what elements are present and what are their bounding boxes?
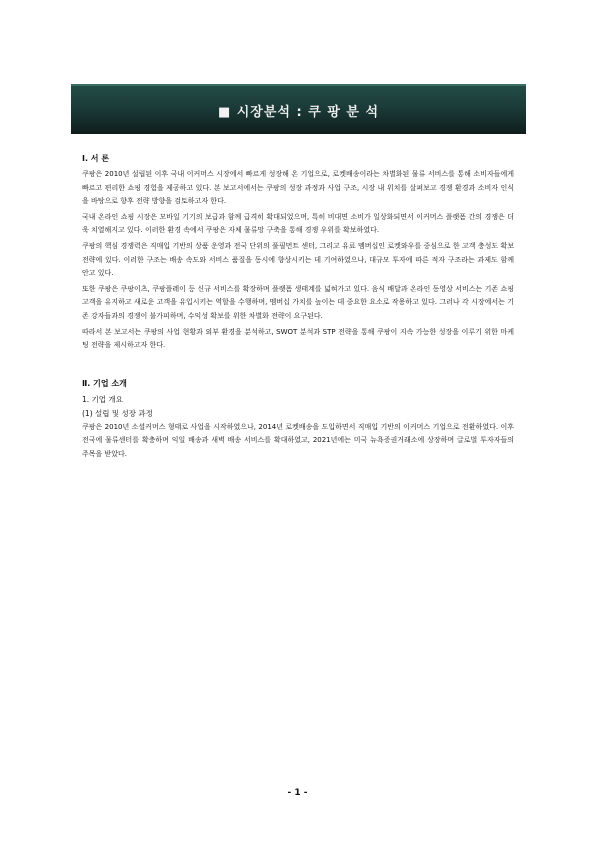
page-number: - 1 - [287, 788, 308, 798]
paragraph: 쿠팡의 핵심 경쟁력은 직매입 기반의 상품 운영과 전국 단위의 풀필먼트 센터, 그리고 유료 멤버십인 로켓와우를 중심으로 한 고객 충성도 확보 전략에 있다. 이러한 구조는 배송 속도와 서비스 품질을 동시에 향상시키는 데 기여하였으나, 대규모 투자에 따른 적자 구조라는 과제도 함께 안고 있다. [82, 241, 514, 278]
paragraph: 따라서 본 보고서는 쿠팡의 사업 현황과 외부 환경을 분석하고, SWOT 분석과 STP 전략을 통해 쿠팡이 지속 가능한 성장을 이루기 위한 마케팅 전략을 제시하고자 한다. [82, 327, 514, 350]
paragraph: 또한 쿠팡은 쿠팡이츠, 쿠팡플레이 등 신규 서비스를 확장하며 플랫폼 생태계를 넓혀가고 있다. 음식 배달과 온라인 동영상 서비스는 기존 쇼핑 고객을 유지하고 새로운 고객을 유입시키는 역할을 수행하며, 멤버십 가치를 높이는 데 중요한 요소로 작용하고 있다. 그러나 각 시장에서는 기존 강자들과의 경쟁이 불가피하며, 수익성 확보를 위한 차별화 전략이 요구된다. [82, 284, 514, 320]
section-heading-intro: Ⅰ. 서 론 [82, 154, 110, 163]
section-heading-company: Ⅱ. 기업 소개 [82, 378, 127, 388]
paragraph: 쿠팡은 2010년 소셜커머스 형태로 사업을 시작하였으나, 2014년 로켓배송을 도입하면서 직매입 기반의 이커머스 기업으로 전환하였다. 이후 전국에 물류센터를 확충하며 익일 배송과 새벽 배송 서비스를 확대하였고, 2021년에는 미국 뉴욕증권거래소에 상장하며 글로벌 투자자들의 주목을 받았다. [82, 422, 514, 458]
paragraph: 쿠팡은 2010년 설립된 이후 국내 이커머스 시장에서 빠르게 성장해 온 기업으로, 로켓배송이라는 차별화된 물류 서비스를 통해 소비자들에게 빠르고 편리한 쇼핑 경험을 제공하고 있다. 본 보고서에서는 쿠팡의 성장 과정과 사업 구조, 시장 내 위치를 살펴보고 경쟁 환경과 소비자 인식을 바탕으로 향후 전략 방향을 검토하고자 한다. [82, 170, 514, 206]
subheading: 1. 기업 개요 [82, 394, 123, 404]
banner-inner [218, 101, 379, 120]
title-banner [71, 84, 526, 134]
subheading: (1) 설립 및 성장 과정 [82, 408, 153, 418]
paragraph: 국내 온라인 쇼핑 시장은 모바일 기기의 보급과 함께 급격히 확대되었으며, 특히 비대면 소비가 일상화되면서 이커머스 플랫폼 간의 경쟁은 더욱 치열해지고 있다. 이러한 환경 속에서 쿠팡은 자체 물류망 구축을 통해 경쟁 우위를 확보하였다. [82, 212, 514, 235]
banner-title: ■ 시장분석 : 쿠 팡 분 석 [217, 104, 380, 120]
section-gap [82, 353, 514, 377]
document-body [82, 152, 514, 462]
